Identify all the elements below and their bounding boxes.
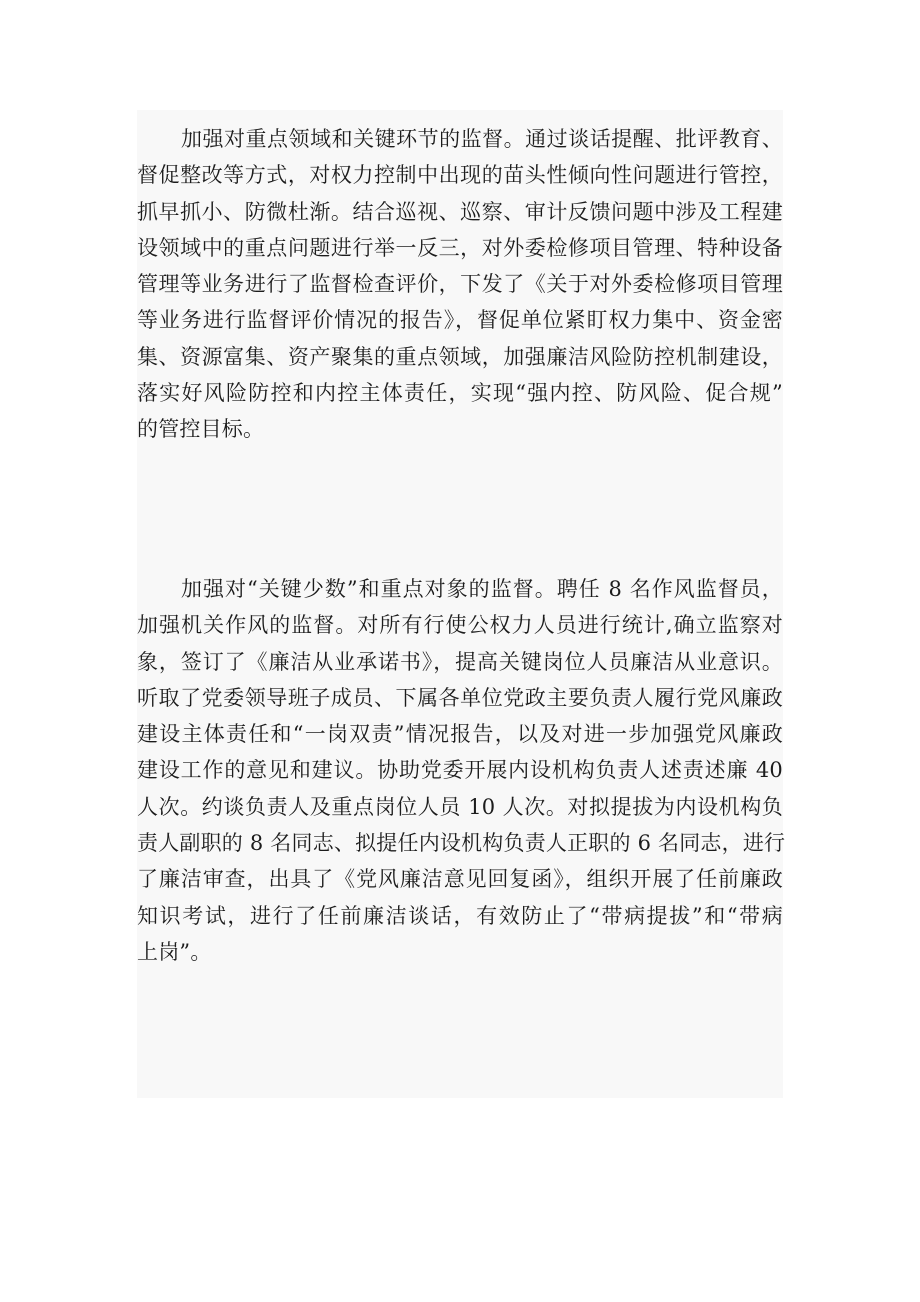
paragraph-line: 设领域中的重点问题进行举一反三，对外委检修项目管理、特种设备	[137, 235, 783, 260]
paragraph-line: 听取了党委领导班子成员、下属各单位党政主要负责人履行党风廉政	[137, 685, 783, 710]
paragraph-line: 的管控目标。	[137, 417, 265, 442]
paragraph-line: 管理等业务进行了监督检查评价，下发了《关于对外委检修项目管理	[137, 272, 783, 297]
paragraph-line: 知识考试，进行了任前廉洁谈话，有效防止了“带病提拔”和“带病	[137, 903, 783, 928]
paragraph-key-areas-supervision	[137, 121, 783, 448]
paragraph-line: 了廉洁审查，出具了《党风廉洁意见回复函》，组织开展了任前廉政	[137, 867, 783, 892]
paragraph-line: 集、资源富集、资产聚集的重点领域，加强廉洁风险防控机制建设，	[137, 344, 783, 369]
paragraph-line: 建设工作的意见和建议。协助党委开展内设机构负责人述责述廉 40	[137, 758, 783, 783]
document-body	[137, 110, 786, 1098]
paragraph-key-minority-supervision	[137, 571, 786, 970]
paragraph-line: 抓早抓小、防微杜渐。结合巡视、巡察、审计反馈问题中涉及工程建	[137, 199, 783, 224]
paragraph-line: 加强对“关键少数”和重点对象的监督。聘任 8 名作风监督员，	[181, 577, 783, 601]
paragraph-line: 落实好风险防控和内控主体责任，实现“强内控、防风险、促合规”	[137, 381, 783, 406]
paragraph-line: 建设主体责任和“一岗双责”情况报告，以及对进一步加强党风廉政	[137, 722, 783, 747]
paragraph-line: 人次。约谈负责人及重点岗位人员 10 人次。对拟提拔为内设机构负	[137, 794, 783, 819]
paragraph-line: 加强对重点领域和关键环节的监督。通过谈话提醒、批评教育、	[181, 127, 783, 151]
paragraph-line: 等业务进行监督评价情况的报告》，督促单位紧盯权力集中、资金密	[137, 308, 783, 333]
paragraph-line: 加强机关作风的监督。对所有行使公权力人员进行统计,确立监察对	[137, 613, 783, 638]
paragraph-line: 责人副职的 8 名同志、拟提任内设机构负责人正职的 6 名同志，进行	[137, 831, 786, 856]
paragraph-line: 象，签订了《廉洁从业承诺书》，提高关键岗位人员廉洁从业意识。	[137, 649, 783, 674]
paragraph-line: 上岗”。	[137, 939, 212, 964]
paragraph-line: 督促整改等方式，对权力控制中出现的苗头性倾向性问题进行管控，	[137, 163, 783, 188]
